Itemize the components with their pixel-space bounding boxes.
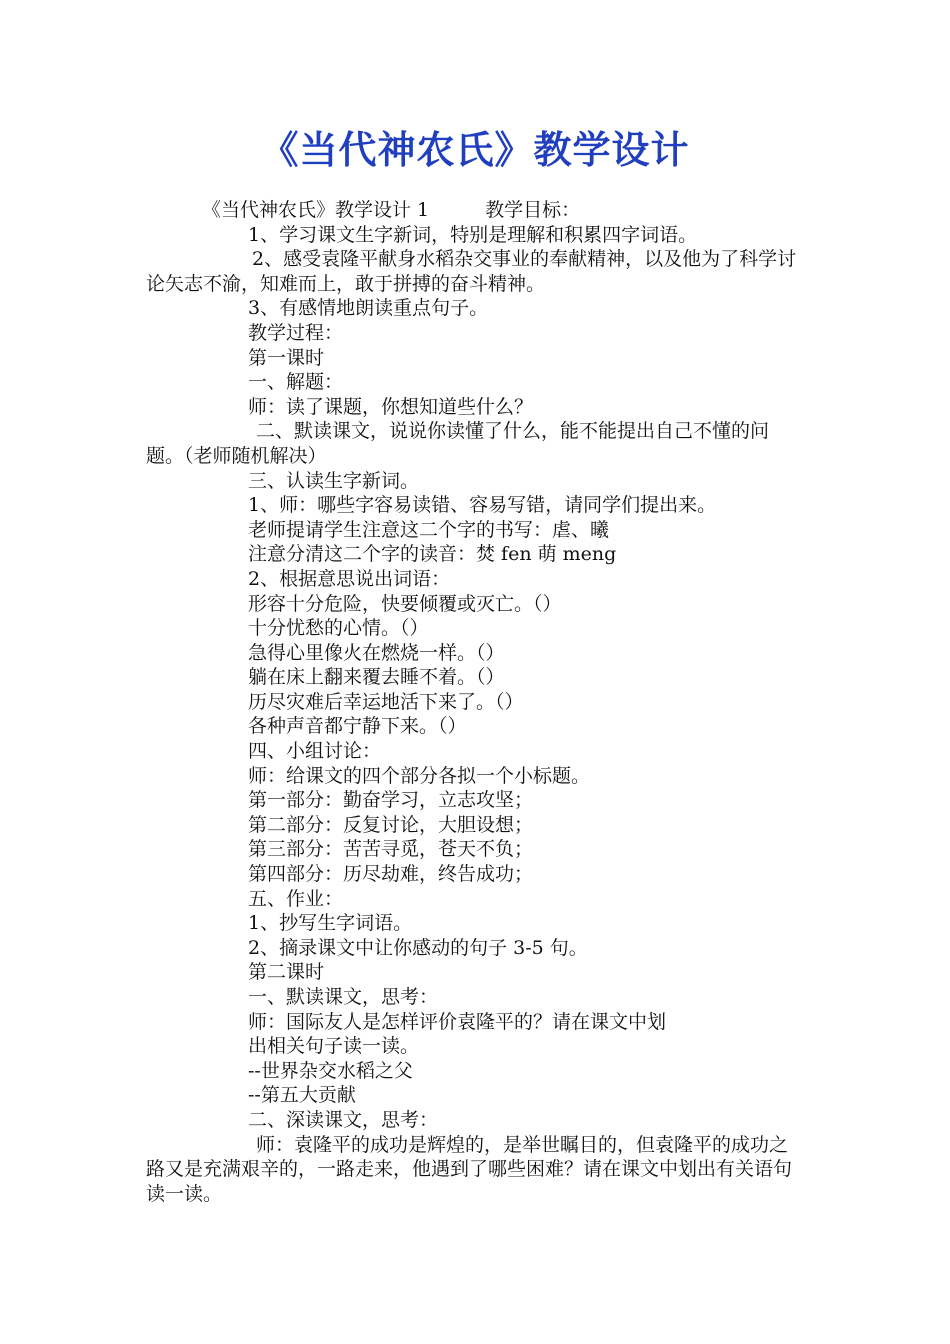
objective-1: 1、学习课文生字新词，特别是理解和积累四字词语。 [248, 223, 698, 246]
list-item: --第五大贡献 [248, 1084, 356, 1107]
paragraph: 师：国际友人是怎样评价袁隆平的？请在课文中划 [248, 1010, 667, 1033]
list-item: 急得心里像火在燃烧一样。（） [248, 641, 505, 664]
list-item: 第二部分：反复讨论，大胆设想； [248, 813, 534, 836]
list-item: 躺在床上翻来覆去睡不着。（） [248, 666, 505, 689]
paragraph: 一、默读课文，思考： [248, 986, 439, 1008]
paragraph: 二、默读课文，说说你读懂了什么，能不能提出自己不懂的问题。（老师随机解决） [146, 420, 770, 467]
paragraph: 三、认读生字新词。 [248, 469, 420, 492]
header-line-right: 教学目标： [485, 199, 581, 221]
list-item: --世界杂交水稻之父 [248, 1059, 413, 1082]
document-body [146, 198, 806, 1206]
document-title: 《当代神农氏》教学设计 [260, 128, 690, 172]
paragraph: 二、深读课文，思考： [248, 1108, 439, 1131]
list-item: 第一部分：勤奋学习，立志攻坚； [248, 789, 534, 812]
list-item: 第三部分：苦苦寻觅，苍天不负； [248, 838, 534, 861]
list-item: 形容十分危险，快要倾覆或灭亡。（） [248, 592, 562, 615]
list-item: 第四部分：历尽劫难，终告成功； [248, 863, 534, 886]
paragraph: 师：袁隆平的成功是辉煌的，是举世瞩目的，但袁隆平的成功之路又是充满艰辛的，一路走来，他遇到了哪些困难？请在课文中划出有关语句读一读。 [146, 1133, 793, 1205]
paragraph: 师：给课文的四个部分各拟一个小标题。 [248, 764, 591, 787]
lesson-heading: 第一课时 [248, 346, 325, 369]
objective-2: 2、感受袁隆平献身水稻杂交事业的奉献精神，以及他为了科学讨论矢志不渝，知难而上，敢于拼搏的奋斗精神。 [146, 248, 797, 295]
paragraph: 注意分清这二个字的读音：焚 fen 萌 meng [248, 543, 617, 566]
list-item: 历尽灾难后幸运地活下来了。（） [248, 690, 524, 713]
paragraph: 五、作业： [248, 887, 344, 910]
section-heading: 教学过程： [248, 321, 344, 344]
list-item: 各种声音都宁静下来。（） [248, 715, 467, 738]
paragraph: 四、小组讨论： [248, 740, 382, 763]
lesson-heading: 第二课时 [248, 961, 325, 984]
objective-3: 3、有感情地朗读重点句子。 [248, 297, 489, 320]
paragraph: 一、解题： [248, 371, 344, 394]
paragraph: 1、师：哪些字容易读错、容易写错，请同学们提出来。 [248, 494, 717, 517]
header-line [146, 198, 806, 223]
paragraph: 师：读了课题，你想知道些什么？ [248, 395, 534, 418]
paragraph: 老师提请学生注意这二个字的书写：虐、曦 [248, 518, 610, 541]
paragraph: 2、根据意思说出词语： [248, 567, 451, 590]
list-item: 十分忧愁的心情。（） [248, 617, 429, 640]
paragraph: 出相关句子读一读。 [248, 1035, 420, 1058]
list-item: 1、抄写生字词语。 [248, 912, 413, 935]
header-line-left: 《当代神农氏》教学设计 1 [202, 199, 430, 221]
list-item: 2、摘录课文中让你感动的句子 3-5 句。 [248, 936, 588, 959]
